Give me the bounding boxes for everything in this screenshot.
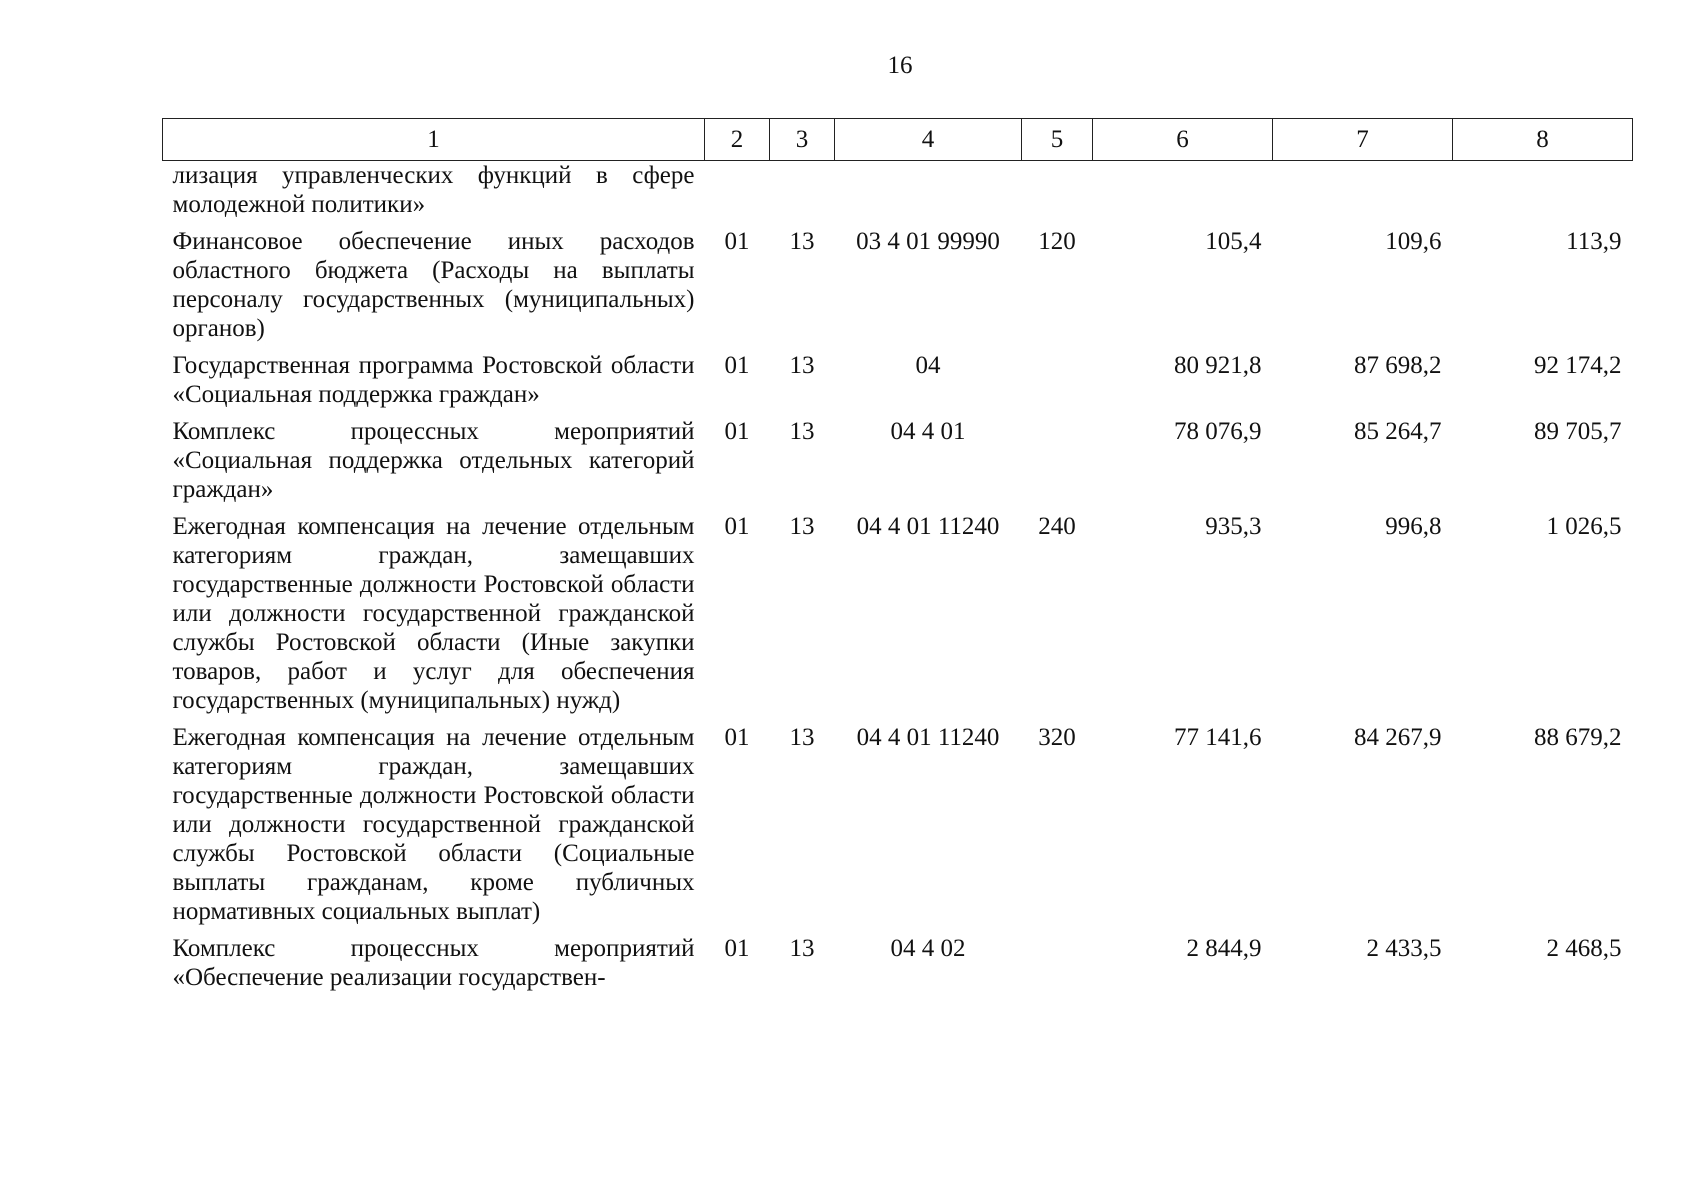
amount-cell-8: 113,9: [1566, 228, 1622, 255]
target-article-cell: 04 4 01: [890, 418, 966, 445]
budget-table: [162, 118, 1633, 1000]
subsection-code-cell: 13: [789, 418, 815, 445]
subsection-code-cell: 13: [789, 724, 815, 751]
amount-cell-8: [1453, 161, 1633, 228]
section-code-cell: 01: [724, 513, 750, 540]
amount-cell-6: 80 921,8: [1174, 352, 1262, 379]
amount-cell-6: 2 844,9: [1186, 935, 1262, 962]
section-code-cell: 01: [724, 935, 750, 962]
row-name-cell: Комплекс процессных мероприятий «Социальная поддержка отдельных категорий граждан»: [172, 418, 695, 503]
target-article-cell: 04 4 01 11240: [856, 724, 1000, 751]
section-code-cell: 01: [724, 418, 750, 445]
target-article-cell: 03 4 01 99990: [856, 228, 1000, 255]
table-header-row: [163, 119, 1633, 161]
expense-type-cell: 120: [1038, 228, 1076, 255]
page-number: 16: [887, 52, 913, 79]
subsection-code-cell: 13: [789, 228, 815, 255]
amount-cell-8: 2 468,5: [1546, 935, 1622, 962]
table-row: [163, 161, 1633, 228]
section-code-cell: 01: [724, 724, 750, 751]
expense-type-cell: 240: [1038, 513, 1076, 540]
amount-cell-7: 87 698,2: [1354, 352, 1442, 379]
subsection-code-cell: [770, 161, 835, 228]
section-code-cell: [705, 161, 770, 228]
column-header-2: 2: [705, 119, 770, 161]
expense-type-cell: [1022, 351, 1093, 417]
row-name-cell: Финансовое обеспечение иных расходов областного бюджета (Расходы на выплаты персоналу государственных (муниципальных) органов): [172, 228, 695, 342]
table-row: [163, 934, 1633, 1000]
expense-type-cell: [1022, 934, 1093, 1000]
row-name-cell: Ежегодная компенсация на лечение отдельным категориям граждан, замещавших государственные должности Ростовской области или должности государственной гражданской службы Ростовской области (Социальные выплаты гражданам, кроме публичных нормативных социальных выплат): [172, 724, 695, 925]
amount-cell-8: 88 679,2: [1534, 724, 1622, 751]
row-name-cell: лизация управленческих функций в сфере молодежной политики»: [172, 162, 695, 218]
table-row: [163, 227, 1633, 351]
column-header-3: 3: [770, 119, 835, 161]
amount-cell-7: 2 433,5: [1366, 935, 1442, 962]
expense-type-cell: 320: [1038, 724, 1076, 751]
section-code-cell: 01: [724, 352, 750, 379]
subsection-code-cell: 13: [789, 352, 815, 379]
column-header-7: 7: [1273, 119, 1453, 161]
column-header-6: 6: [1093, 119, 1273, 161]
column-header-8: 8: [1453, 119, 1633, 161]
expense-type-cell: [1022, 161, 1093, 228]
subsection-code-cell: 13: [789, 513, 815, 540]
amount-cell-6: 935,3: [1205, 513, 1262, 540]
row-name-cell: Государственная программа Ростовской области «Социальная поддержка граждан»: [172, 352, 695, 408]
target-article-cell: 04: [915, 352, 941, 379]
row-name-cell: Ежегодная компенсация на лечение отдельным категориям граждан, замещавших государственные должности Ростовской области или должности государственной гражданской службы Ростовской области (Иные закупки товаров, работ и услуг для обеспечения государственных (муниципальных) нужд): [172, 513, 695, 714]
table-row: [163, 417, 1633, 512]
row-name-cell: Комплекс процессных мероприятий «Обеспечение реализации государствен-: [172, 935, 695, 991]
amount-cell-6: 105,4: [1205, 228, 1262, 255]
section-code-cell: 01: [724, 228, 750, 255]
amount-cell-7: [1273, 161, 1453, 228]
subsection-code-cell: 13: [789, 935, 815, 962]
table-row: [163, 512, 1633, 723]
amount-cell-8: 89 705,7: [1534, 418, 1622, 445]
target-article-cell: 04 4 01 11240: [856, 513, 1000, 540]
amount-cell-7: 996,8: [1385, 513, 1442, 540]
amount-cell-7: 109,6: [1385, 228, 1442, 255]
amount-cell-7: 85 264,7: [1354, 418, 1442, 445]
column-header-4: 4: [835, 119, 1022, 161]
amount-cell-6: 77 141,6: [1174, 724, 1262, 751]
target-article-cell: [835, 161, 1022, 228]
table-row: [163, 723, 1633, 934]
amount-cell-8: 1 026,5: [1546, 513, 1622, 540]
column-header-1: 1: [163, 119, 705, 161]
amount-cell-7: 84 267,9: [1354, 724, 1442, 751]
amount-cell-8: 92 174,2: [1534, 352, 1622, 379]
expense-type-cell: [1022, 417, 1093, 512]
amount-cell-6: [1093, 161, 1273, 228]
target-article-cell: 04 4 02: [890, 935, 966, 962]
table-row: [163, 351, 1633, 417]
amount-cell-6: 78 076,9: [1174, 418, 1262, 445]
column-header-5: 5: [1022, 119, 1093, 161]
